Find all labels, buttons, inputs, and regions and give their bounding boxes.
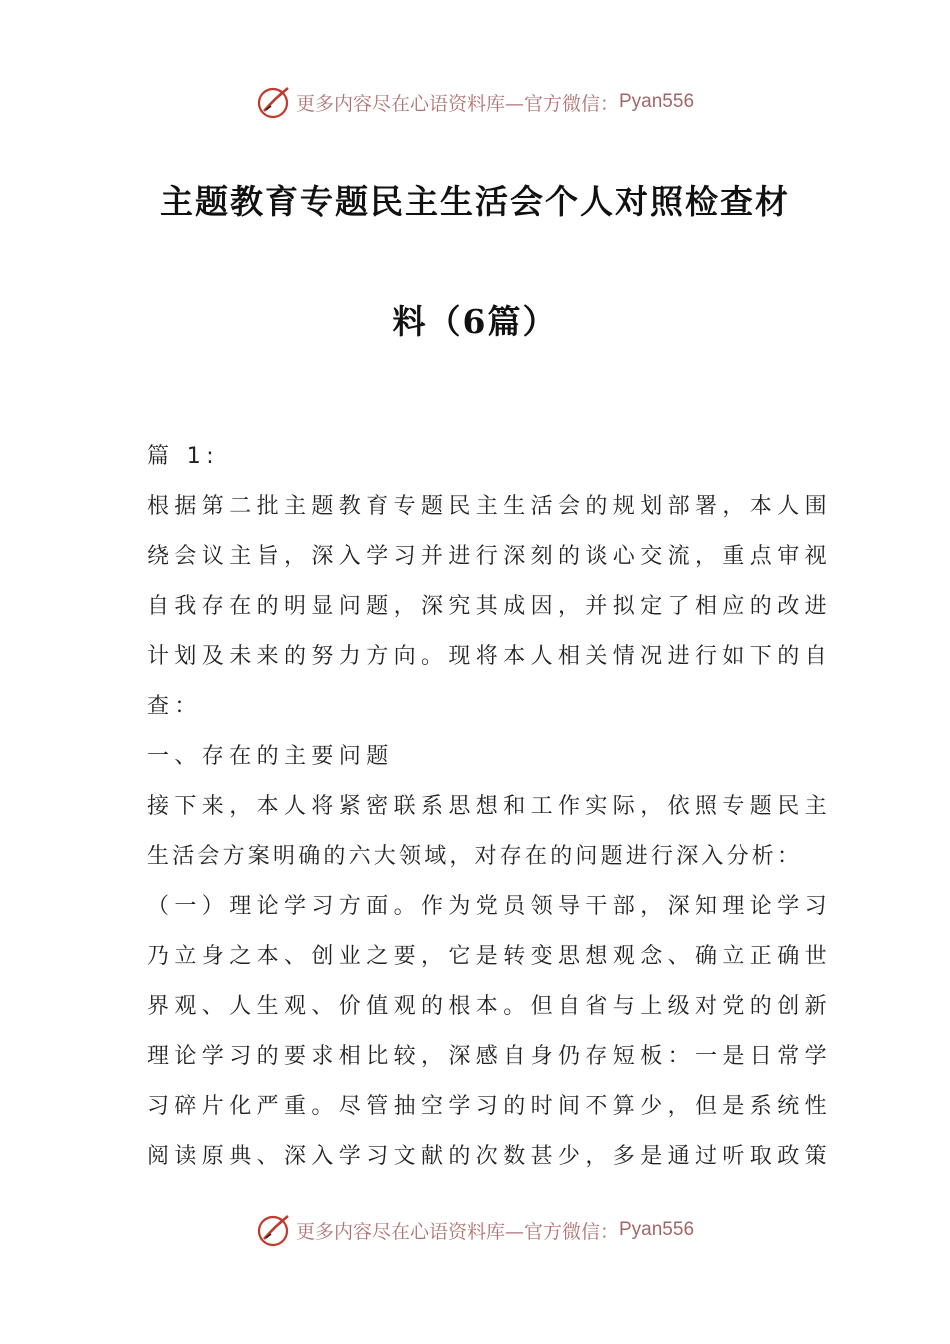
watermark-account: Pyan556	[619, 1219, 695, 1240]
text-line: 根据第二批主题教育专题民主生活会的规划部署，本人围	[147, 494, 833, 519]
text-line: 乃立身之本、创业之要，它是转变思想观念、确立正确世	[147, 944, 833, 969]
quill-logo-icon	[256, 1212, 292, 1248]
text-line: 接下来，本人将紧密联系思想和工作实际，依照专题民主	[147, 794, 833, 819]
watermark-text: 更多内容尽在心语资料库—官方微信：	[295, 92, 619, 115]
text-line: 理论学习的要求相比较，深感自身仍存短板：一是日常学	[147, 1044, 833, 1069]
document-title-line-1: 主题教育专题民主生活会个人对照检查材	[160, 182, 790, 221]
text-line: 绕会议主旨，深入学习并进行深刻的谈心交流，重点审视	[147, 544, 833, 569]
text-line: 计划及未来的努力方向。现将本人相关情况进行如下的自	[147, 644, 833, 669]
text-line: 生活会方案明确的六大领域，对存在的问题进行深入分析：	[147, 844, 803, 869]
text-line: 篇 1:	[147, 444, 220, 469]
watermark-account: Pyan556	[619, 91, 695, 112]
watermark-footer	[0, 1210, 950, 1250]
watermark-header	[0, 82, 950, 122]
quill-logo-icon	[256, 84, 292, 120]
text-line: 阅读原典、深入学习文献的次数甚少，多是通过听取政策	[147, 1144, 833, 1169]
text-line: 习碎片化严重。尽管抽空学习的时间不算少，但是系统性	[147, 1094, 833, 1119]
text-line: （一）理论学习方面。作为党员领导干部，深知理论学习	[147, 894, 833, 919]
watermark-text: 更多内容尽在心语资料库—官方微信：	[295, 1220, 619, 1243]
text-line: 自我存在的明显问题，深究其成因，并拟定了相应的改进	[147, 594, 833, 619]
section-heading: 一、存在的主要问题	[147, 744, 394, 769]
text-line: 界观、人生观、价值观的根本。但自省与上级对党的创新	[147, 994, 833, 1019]
text-line: 查：	[147, 694, 202, 719]
document-title-line-2: 料（6篇）	[392, 302, 558, 341]
